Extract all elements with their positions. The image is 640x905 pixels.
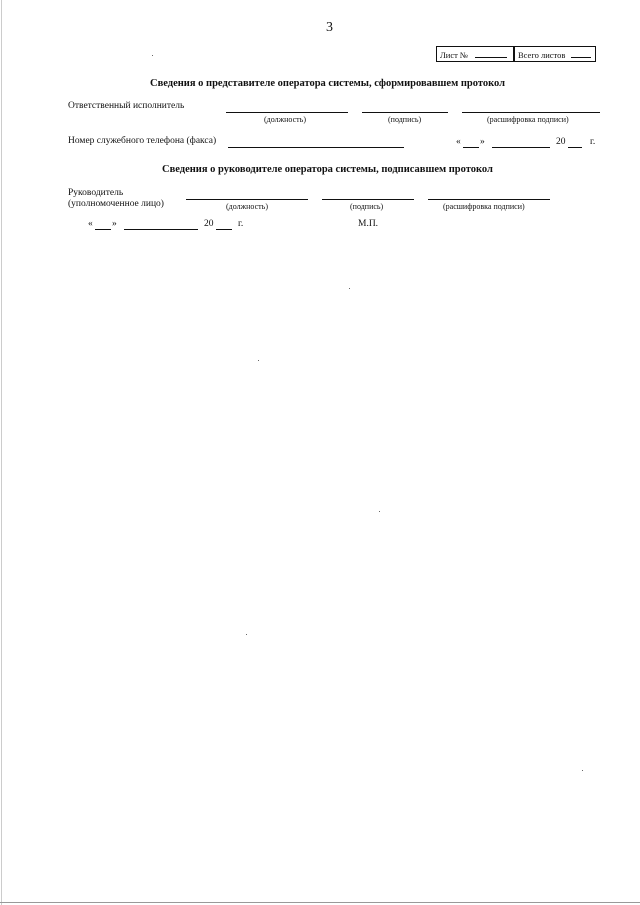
phone-label: Номер служебного телефона (факса): [68, 136, 217, 146]
scan-speck: [379, 511, 380, 512]
responsible-signature-line: [362, 112, 448, 113]
section1-date-close-quote: »: [480, 137, 485, 147]
section2-year-suffix: г.: [238, 219, 244, 229]
section2-month-line: [124, 229, 198, 230]
head-label: Руководитель: [68, 188, 124, 198]
head-decoding-line: [428, 199, 550, 200]
scan-speck: [258, 360, 259, 361]
section1-title: Сведения о представителе оператора системы, сформировавшем протокол: [150, 78, 506, 89]
scan-speck: [152, 55, 153, 56]
stamp-label: М.П.: [358, 219, 379, 229]
scan-edge-bottom: [0, 902, 640, 903]
section2-day-line: [95, 229, 111, 230]
scan-speck: [582, 770, 583, 771]
sheet-number-box: [436, 46, 514, 62]
head-position-caption: (должность): [226, 202, 268, 211]
section2-year-prefix: 20: [204, 219, 214, 229]
section1-year-suffix: г.: [590, 137, 596, 147]
phone-line: [228, 147, 404, 148]
section2-date-close-quote: »: [112, 219, 117, 229]
total-sheets-line: [571, 57, 591, 58]
authorized-person-label: (уполномоченное лицо): [68, 199, 164, 209]
responsible-position-line: [226, 112, 348, 113]
head-signature-line: [322, 199, 414, 200]
section2-date-open-quote: «: [88, 219, 93, 229]
section1-month-line: [492, 147, 550, 148]
responsible-decoding-line: [462, 112, 600, 113]
section1-date-open-quote: «: [456, 137, 461, 147]
section1-year-prefix: 20: [556, 137, 566, 147]
section2-year-line: [216, 229, 232, 230]
responsible-label: Ответственный исполнитель: [68, 101, 185, 111]
page-number: 3: [326, 20, 333, 35]
scan-speck: [246, 634, 247, 635]
responsible-position-caption: (должность): [264, 115, 306, 124]
responsible-signature-caption: (подпись): [388, 115, 422, 124]
scan-speck: [349, 288, 350, 289]
head-signature-caption: (подпись): [350, 202, 384, 211]
total-sheets-box: [514, 46, 596, 62]
sheet-number-label: Лист №: [440, 50, 469, 60]
section2-title: Сведения о руководителе оператора системы, подписавшем протокол: [162, 164, 493, 175]
responsible-decoding-caption: (расшифровка подписи): [487, 115, 569, 124]
sheet-number-line: [475, 57, 507, 58]
head-decoding-caption: (расшифровка подписи): [443, 202, 525, 211]
total-sheets-label: Всего листов: [518, 50, 566, 60]
head-position-line: [186, 199, 308, 200]
section1-day-line: [463, 147, 479, 148]
scan-edge-left: [1, 0, 2, 905]
section1-year-line: [568, 147, 582, 148]
